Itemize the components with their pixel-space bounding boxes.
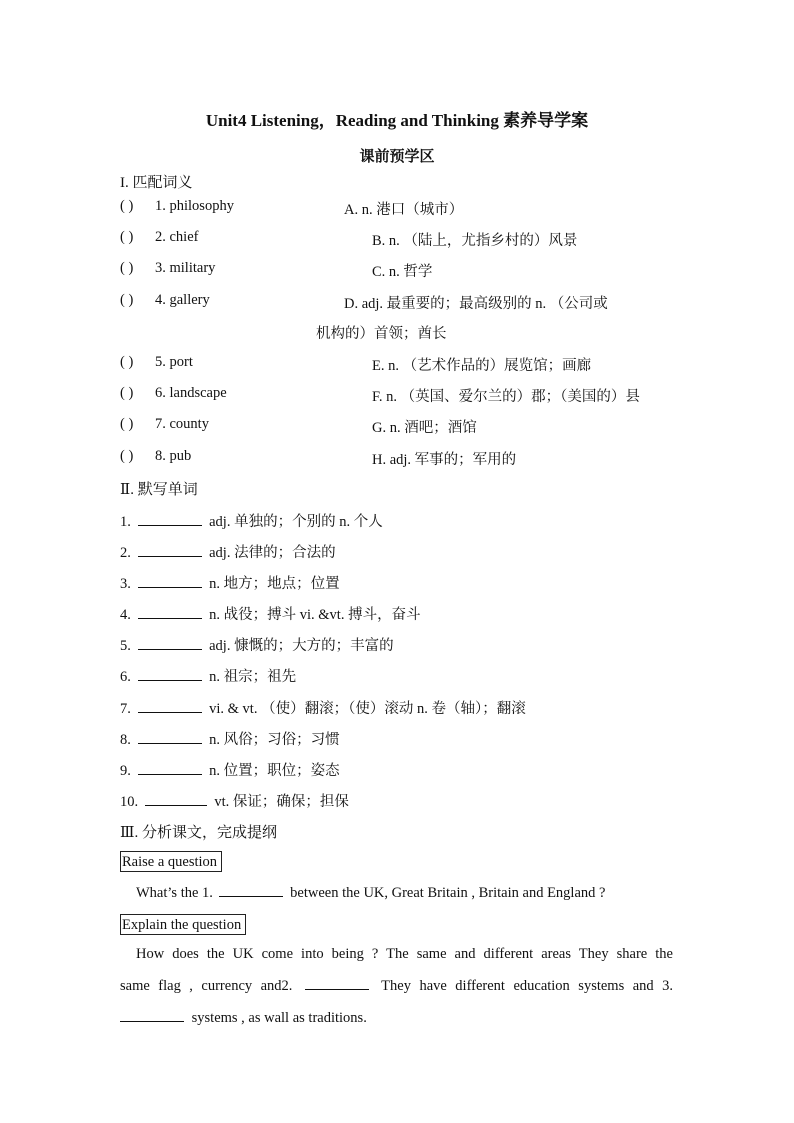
answer-blank[interactable] [138,637,202,650]
answer-paren: ( ) [120,385,134,401]
paragraph-text: systems , as wall as traditions. [191,1010,367,1026]
item-definition: n. 风俗；习俗；习惯 [209,732,340,748]
item-definition: adj. 慷慨的；大方的；丰富的 [209,638,394,654]
answer-paren: ( ) [120,260,134,276]
item-definition: n. 位置；职位；姿态 [209,763,340,779]
matching-word: 5. port [155,354,193,370]
answer-blank[interactable] [219,884,283,897]
matching-word: 3. military [155,260,216,276]
item-number: 6. [120,669,131,685]
matching-definition: C. n. 哲学 [372,264,433,280]
spelling-item [120,572,340,593]
spelling-item [120,759,340,780]
spelling-item [120,634,394,655]
answer-blank[interactable] [138,762,202,775]
answer-paren: ( ) [120,198,134,214]
spelling-item [120,603,421,624]
spelling-item [120,510,383,531]
answer-blank[interactable] [305,977,369,990]
item-number: 9. [120,763,131,779]
spelling-item [120,665,296,686]
matching-definition: D. adj. 最重要的；最高级别的 n. （公司或 [344,296,608,312]
answer-blank[interactable] [138,700,202,713]
answer-blank[interactable] [138,544,202,557]
page-subtitle: 课前预学区 [359,149,435,165]
item-definition: adj. 法律的；合法的 [209,545,336,561]
answer-blank[interactable] [145,793,207,806]
question-suffix: between the UK, Great Britain , Britain and England ? [290,885,606,901]
explain-question-box: Explain the question [120,914,246,935]
matching-definition-continued: 机构的）首领；酋长 [316,326,447,342]
matching-word: 4. gallery [155,292,210,308]
raise-question-box: Raise a question [120,851,222,872]
question-prefix: What’s the 1. [136,885,213,901]
matching-definition: F. n. （英国、爱尔兰的）郡；（美国的）县 [372,389,640,405]
spelling-item [120,541,336,562]
item-number: 1. [120,514,131,530]
matching-word: 6. landscape [155,385,227,401]
page-title: Unit4 Listening，Reading and Thinking 素养导学案 [205,111,589,130]
item-number: 8. [120,732,131,748]
matching-word: 1. philosophy [155,198,234,214]
spelling-item [120,790,349,811]
item-definition: n. 战役；搏斗 vi. &vt. 搏斗，奋斗 [209,607,421,623]
spelling-item [120,728,340,749]
item-number: 4. [120,607,131,623]
answer-blank[interactable] [138,606,202,619]
item-number: 7. [120,701,131,717]
item-definition: vt. 保证；确保；担保 [214,794,349,810]
question-line [136,884,605,902]
answer-blank[interactable] [120,1009,184,1022]
answer-paren: ( ) [120,229,134,245]
section-3-heading: Ⅲ. 分析课文，完成提纲 [120,825,277,841]
paragraph-line [120,977,673,995]
item-definition: adj. 单独的；个别的 n. 个人 [209,514,383,530]
answer-blank[interactable] [138,513,202,526]
item-definition: n. 地方；地点；位置 [209,576,340,592]
matching-definition: E. n. （艺术作品的）展览馆；画廊 [372,358,592,374]
answer-paren: ( ) [120,354,134,370]
answer-paren: ( ) [120,292,134,308]
section-2-heading: Ⅱ. 默写单词 [120,482,198,498]
item-number: 2. [120,545,131,561]
paragraph-line: How does the UK come into being ? The same and different areas They share the [136,946,673,962]
spelling-item [120,697,526,718]
item-definition: vi. & vt. （使）翻滚；（使）滚动 n. 卷（轴）；翻滚 [209,701,526,717]
paragraph-text: same flag , currency and2. [120,978,293,994]
answer-blank[interactable] [138,731,202,744]
matching-definition: G. n. 酒吧；酒馆 [372,420,477,436]
paragraph-text: They have different education systems and 3. [381,978,673,994]
item-number: 10. [120,794,139,810]
section-1-heading: I. 匹配词义 [120,175,193,191]
item-number: 3. [120,576,131,592]
item-number: 5. [120,638,131,654]
matching-definition: H. adj. 军事的；军用的 [372,452,517,468]
answer-paren: ( ) [120,416,134,432]
matching-word: 8. pub [155,448,192,464]
matching-definition: B. n. （陆上，尤指乡村的）风景 [372,233,578,249]
matching-word: 7. county [155,416,209,432]
matching-definition: A. n. 港口（城市） [344,202,464,218]
answer-blank[interactable] [138,668,202,681]
answer-paren: ( ) [120,448,134,464]
item-definition: n. 祖宗；祖先 [209,669,297,685]
paragraph-line [120,1009,673,1027]
matching-word: 2. chief [155,229,199,245]
answer-blank[interactable] [138,575,202,588]
